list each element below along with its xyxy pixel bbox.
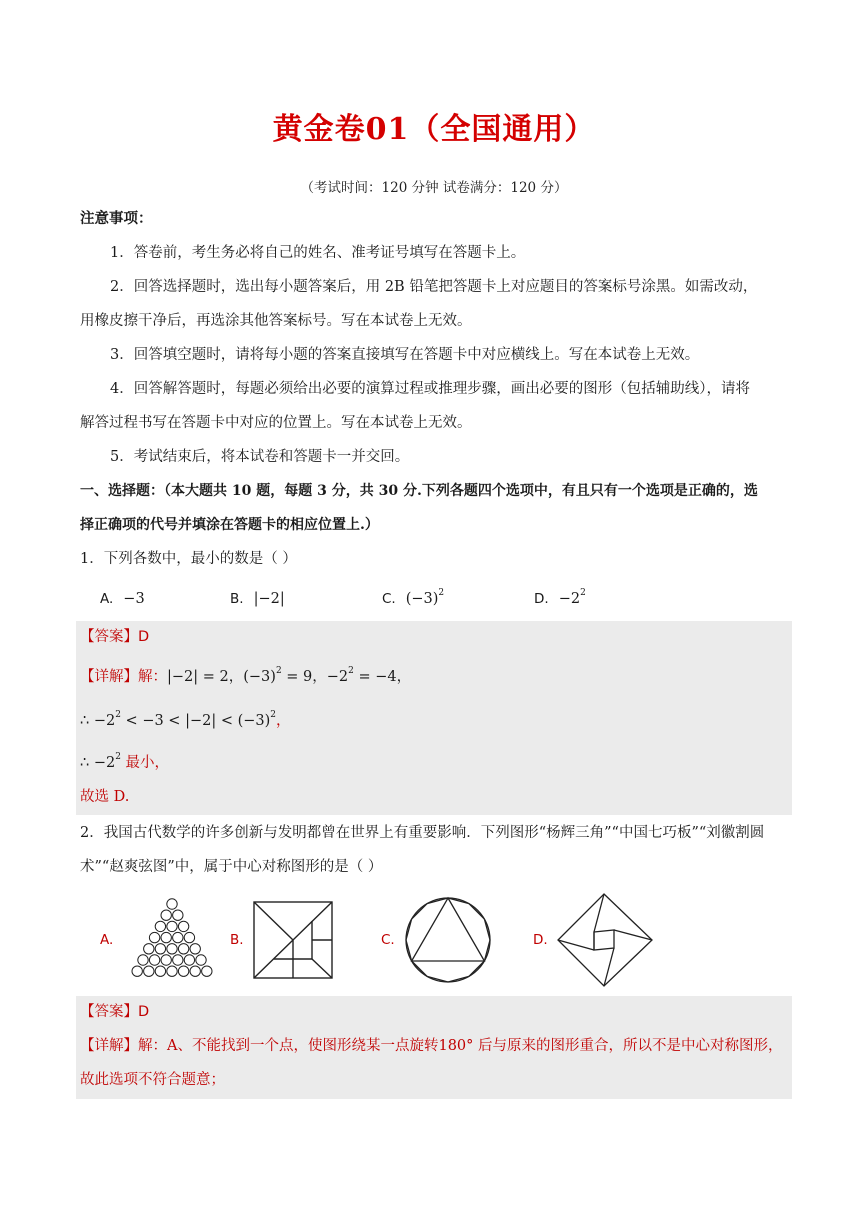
yanghui-circle <box>161 955 171 965</box>
yanghui-circle <box>167 921 177 931</box>
detail-math: |−2| = 2， <box>167 669 244 685</box>
q2-option-a-label: A. <box>100 932 114 948</box>
yanghui-circle <box>167 944 177 954</box>
q2-stem-b: 术”“赵爽弦图”中，属于中心对称图形的是（ ） <box>80 859 383 875</box>
q2-stem-a: 2．我国古代数学的许多创新与发明都曾在世界上有重要影响．下列图形“杨辉三角”“中国七巧板”“刘徽割圆 <box>80 825 765 841</box>
yanghui-circle <box>184 932 194 942</box>
yanghui-circle <box>155 944 165 954</box>
q1-detail-line-2 <box>80 710 291 732</box>
zhaoshuang-figure <box>556 892 654 988</box>
answer-value: D <box>138 1004 150 1020</box>
yanghui-circle <box>167 899 177 909</box>
q2-option-b-label: B. <box>230 932 244 948</box>
yanghui-circle <box>167 966 177 976</box>
section-heading-a: 一、选择题：（本大题共 10 题，每题 3 分，共 30 分.下列各题四个选项中，有且只有一个选项是正确的，选 <box>80 483 758 499</box>
yanghui-circle <box>202 966 212 976</box>
yanghui-circle <box>138 955 148 965</box>
detail-math: ∴ −2 <box>80 713 116 729</box>
detail-math: ∴ −2 <box>80 755 116 771</box>
note-item-3: 3．回答填空题时，请将每小题的答案直接填写在答题卡中对应横线上。写在本试卷上无效。 <box>110 347 700 363</box>
q1-detail-line-3 <box>80 752 169 774</box>
yanghui-circle <box>178 921 188 931</box>
q2-detail-line-2: 故此选项不符合题意； <box>80 1072 225 1088</box>
detail-tag: 【详解】 <box>80 1038 138 1054</box>
liuhui-circle-figure <box>403 895 493 985</box>
option-label: C. <box>382 591 396 607</box>
q2-detail-line-1 <box>80 1035 783 1057</box>
yanghui-circle <box>190 966 200 976</box>
note-item-1: 1．答卷前，考生务必将自己的姓名、准考证号填写在答题卡上。 <box>110 245 526 261</box>
q1-option-a <box>100 588 145 610</box>
yanghui-circle <box>178 944 188 954</box>
detail-text: 解： <box>138 669 167 685</box>
option-label: A. <box>100 591 114 607</box>
yanghui-triangle-figure <box>124 896 220 980</box>
tangram-figure <box>252 900 334 980</box>
detail-math: (−3) <box>243 669 276 685</box>
q1-option-c <box>382 588 444 610</box>
note-item-4b: 解答过程书写在答题卡中对应的位置上。写在本试卷上无效。 <box>80 415 472 431</box>
q1-answer <box>80 626 149 648</box>
detail-math: = −4， <box>353 669 412 685</box>
yanghui-circle <box>161 910 171 920</box>
option-expr: |−2| <box>253 591 285 607</box>
option-exponent: 2 <box>438 588 445 598</box>
detail-math: ， <box>276 713 291 729</box>
yanghui-circle <box>144 944 154 954</box>
yanghui-circle <box>155 966 165 976</box>
yanghui-circle <box>155 921 165 931</box>
answer-tag: 【答案】 <box>80 1004 138 1020</box>
exam-info: （考试时间：120 分钟 试卷满分：120 分） <box>300 180 568 196</box>
note-item-4a: 4．回答解答题时，每题必须给出必要的演算过程或推理步骤，画出必要的图形（包括辅助线），请将 <box>110 381 750 397</box>
q1-option-b <box>230 588 285 610</box>
option-expr: −2 <box>558 591 581 607</box>
detail-math: 最小， <box>120 755 170 771</box>
detail-math: = 9， <box>281 669 327 685</box>
q2-answer <box>80 1001 149 1023</box>
yanghui-circle <box>173 932 183 942</box>
yanghui-circle <box>149 932 159 942</box>
detail-exponent: 2 <box>115 710 121 720</box>
yanghui-circle <box>184 955 194 965</box>
detail-exponent: 2 <box>115 752 121 762</box>
page-title: 黄金卷01（全国通用） <box>272 112 596 147</box>
yanghui-circle <box>132 966 142 976</box>
detail-math: < −3 < |−2| < (−3) <box>120 713 271 729</box>
yanghui-circle <box>149 955 159 965</box>
detail-math: −2 <box>326 669 349 685</box>
q2-option-d-label: D. <box>533 932 548 948</box>
q1-detail-line-1 <box>80 666 411 688</box>
q1-stem: 1．下列各数中，最小的数是（ ） <box>80 551 297 567</box>
detail-exponent: 2 <box>270 710 276 720</box>
yanghui-circle <box>144 966 154 976</box>
option-label: D. <box>534 591 549 607</box>
yanghui-circle <box>178 966 188 976</box>
option-expr: (−3) <box>405 591 439 607</box>
option-exponent: 2 <box>580 588 586 598</box>
notes-heading: 注意事项： <box>80 210 153 227</box>
option-label: B. <box>230 591 244 607</box>
detail-tag: 【详解】 <box>80 669 138 685</box>
note-item-5: 5．考试结束后，将本试卷和答题卡一并交回。 <box>110 449 410 465</box>
yanghui-circle <box>196 955 206 965</box>
yanghui-circle <box>190 944 200 954</box>
detail-exponent: 2 <box>348 666 354 676</box>
note-item-2b: 用橡皮擦干净后，再选涂其他答案标号。写在本试卷上无效。 <box>80 313 472 329</box>
detail-exponent: 2 <box>275 666 282 676</box>
answer-tag: 【答案】 <box>80 629 138 645</box>
answer-value: D <box>138 629 150 645</box>
yanghui-circle <box>161 932 171 942</box>
q2-option-c-label: C. <box>381 932 395 948</box>
yanghui-circle <box>173 955 183 965</box>
detail-text: 解：A、不能找到一个点，使图形绕某一点旋转180° 后与原来的图形重合，所以不是中心对称图形， <box>138 1038 783 1054</box>
yanghui-circle <box>173 910 183 920</box>
section-heading-b: 择正确项的代号并填涂在答题卡的相应位置上.） <box>80 517 379 533</box>
q1-option-d <box>534 588 586 610</box>
option-expr: −3 <box>123 591 145 607</box>
note-item-2a: 2．回答选择题时，选出每小题答案后，用 2B 铅笔把答题卡上对应题目的答案标号涂黑。如需改动， <box>110 279 758 295</box>
q1-detail-line-4: 故选 D. <box>80 789 130 805</box>
